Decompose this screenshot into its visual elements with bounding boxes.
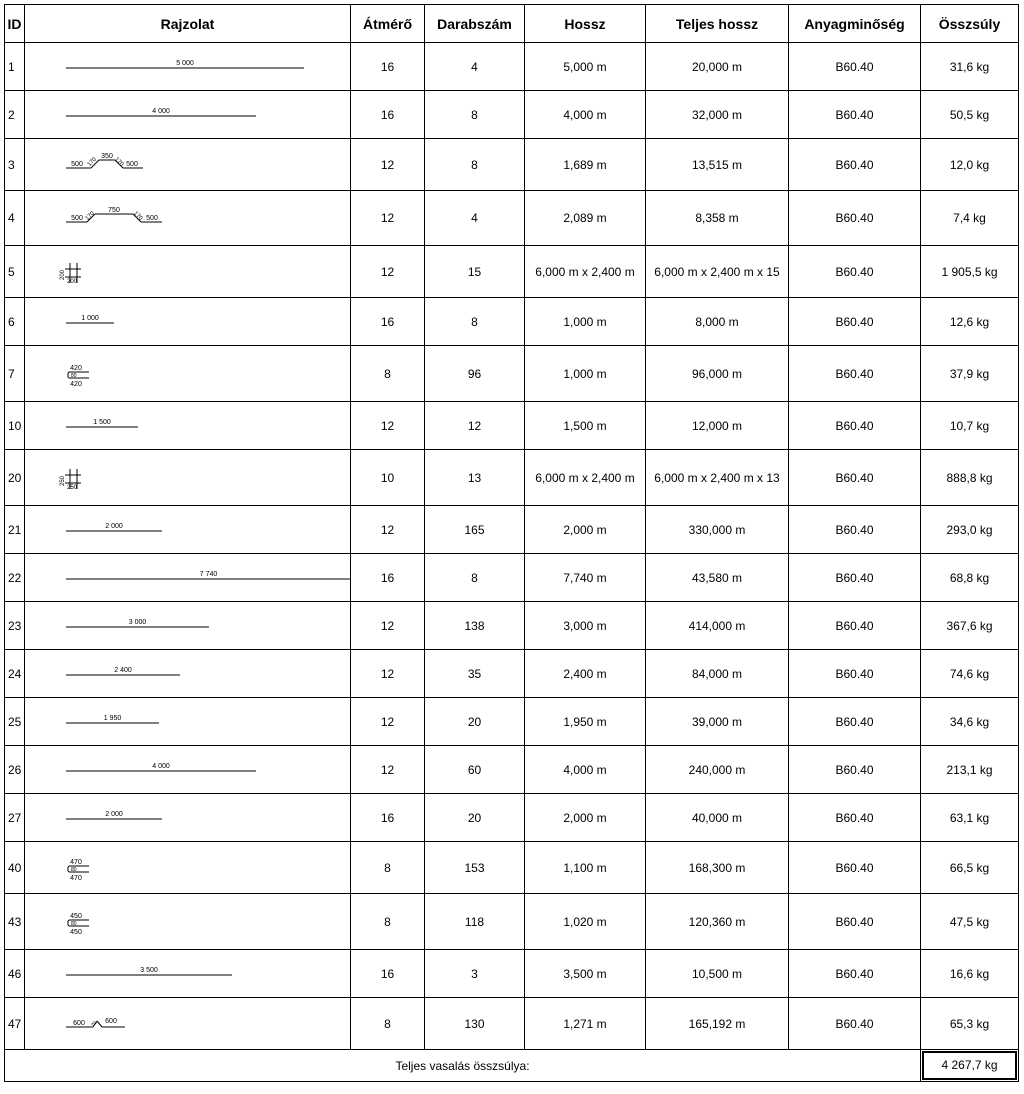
cell-material: B60.40 bbox=[789, 650, 921, 698]
table-row bbox=[5, 506, 1019, 554]
header-drawing: Rajzolat bbox=[25, 5, 351, 43]
rebar-drawing bbox=[25, 43, 351, 91]
cell-total-length: 6,000 m x 2,400 m x 13 bbox=[646, 450, 789, 506]
dimension-label: 1 950 bbox=[103, 714, 122, 722]
cell-total-weight: 66,5 kg bbox=[921, 842, 1019, 894]
rebar-shape-diagram bbox=[25, 92, 351, 138]
cell-diameter: 8 bbox=[351, 894, 425, 950]
cell-count: 4 bbox=[425, 43, 525, 91]
dimension-label: 80 bbox=[71, 866, 77, 873]
cell-length: 1,000 m bbox=[525, 298, 646, 346]
cell-length: 5,000 m bbox=[525, 43, 646, 91]
table-row bbox=[5, 43, 1019, 91]
cell-length: 6,000 m x 2,400 m bbox=[525, 450, 646, 506]
cell-count: 165 bbox=[425, 506, 525, 554]
cell-length: 3,500 m bbox=[525, 950, 646, 998]
row-id: 27 bbox=[5, 794, 25, 842]
dimension-label: 500 bbox=[71, 214, 83, 222]
header-length: Hossz bbox=[525, 5, 646, 43]
rebar-line bbox=[68, 866, 69, 867]
cell-diameter: 12 bbox=[351, 698, 425, 746]
dimension-label: 170 bbox=[84, 210, 96, 222]
row-id: 10 bbox=[5, 402, 25, 450]
row-id: 21 bbox=[5, 506, 25, 554]
rebar-shape-diagram bbox=[25, 140, 351, 190]
rebar-shape-diagram bbox=[25, 507, 351, 553]
table-row bbox=[5, 554, 1019, 602]
cell-material: B60.40 bbox=[789, 794, 921, 842]
cell-total-length: 40,000 m bbox=[646, 794, 789, 842]
cell-material: B60.40 bbox=[789, 246, 921, 298]
cell-total-length: 165,192 m bbox=[646, 998, 789, 1050]
table-row bbox=[5, 402, 1019, 450]
cell-total-weight: 74,6 kg bbox=[921, 650, 1019, 698]
rebar-drawing bbox=[25, 794, 351, 842]
cell-length: 1,100 m bbox=[525, 842, 646, 894]
cell-total-weight: 37,9 kg bbox=[921, 346, 1019, 402]
cell-total-length: 13,515 m bbox=[646, 139, 789, 191]
dimension-label: 250 bbox=[66, 484, 78, 491]
rebar-drawing bbox=[25, 894, 351, 950]
table-row bbox=[5, 794, 1019, 842]
cell-material: B60.40 bbox=[789, 91, 921, 139]
rebar-drawing bbox=[25, 506, 351, 554]
table-row bbox=[5, 842, 1019, 894]
rebar-shape-diagram bbox=[25, 843, 351, 893]
cell-diameter: 16 bbox=[351, 950, 425, 998]
cell-count: 3 bbox=[425, 950, 525, 998]
cell-diameter: 16 bbox=[351, 43, 425, 91]
dimension-label: 600 bbox=[73, 1019, 85, 1027]
row-id: 20 bbox=[5, 450, 25, 506]
cell-diameter: 12 bbox=[351, 191, 425, 246]
rebar-shape-diagram bbox=[25, 999, 351, 1049]
dimension-label: 1 000 bbox=[81, 314, 99, 322]
cell-length: 2,000 m bbox=[525, 506, 646, 554]
rebar-line bbox=[68, 372, 69, 373]
cell-count: 138 bbox=[425, 602, 525, 650]
cell-length: 1,000 m bbox=[525, 346, 646, 402]
table-row bbox=[5, 998, 1019, 1050]
cell-total-length: 32,000 m bbox=[646, 91, 789, 139]
cell-material: B60.40 bbox=[789, 842, 921, 894]
cell-total-length: 120,360 m bbox=[646, 894, 789, 950]
row-id: 46 bbox=[5, 950, 25, 998]
rebar-drawing bbox=[25, 746, 351, 794]
rebar-shape-diagram bbox=[25, 192, 351, 245]
rebar-drawing bbox=[25, 346, 351, 402]
table-row bbox=[5, 91, 1019, 139]
dimension-label: 2 000 bbox=[105, 522, 123, 530]
dimension-label: 450 bbox=[70, 912, 82, 920]
dimension-label: 1 500 bbox=[93, 418, 111, 426]
cell-total-weight: 50,5 kg bbox=[921, 91, 1019, 139]
cell-material: B60.40 bbox=[789, 346, 921, 402]
cell-total-weight: 34,6 kg bbox=[921, 698, 1019, 746]
dimension-label: 420 bbox=[70, 364, 82, 372]
cell-diameter: 16 bbox=[351, 91, 425, 139]
row-id: 23 bbox=[5, 602, 25, 650]
rebar-shape-diagram bbox=[25, 699, 351, 745]
cell-diameter: 12 bbox=[351, 506, 425, 554]
dimension-label: 470 bbox=[70, 874, 82, 882]
cell-count: 35 bbox=[425, 650, 525, 698]
row-id: 4 bbox=[5, 191, 25, 246]
cell-total-length: 20,000 m bbox=[646, 43, 789, 91]
cell-diameter: 8 bbox=[351, 998, 425, 1050]
dimension-label: 2 000 bbox=[105, 810, 123, 818]
dimension-label: 170 bbox=[132, 210, 144, 222]
cell-count: 8 bbox=[425, 139, 525, 191]
row-id: 47 bbox=[5, 998, 25, 1050]
rebar-shape-diagram bbox=[25, 895, 351, 949]
rebar-drawing bbox=[25, 402, 351, 450]
total-weight-value: 4 267,7 kg bbox=[922, 1051, 1017, 1080]
header-diameter: Átmérő bbox=[351, 5, 425, 43]
header-total-weight: Összsúly bbox=[921, 5, 1019, 43]
cell-material: B60.40 bbox=[789, 998, 921, 1050]
cell-material: B60.40 bbox=[789, 746, 921, 794]
row-id: 2 bbox=[5, 91, 25, 139]
rebar-shape-diagram bbox=[25, 403, 351, 449]
cell-material: B60.40 bbox=[789, 554, 921, 602]
cell-diameter: 8 bbox=[351, 842, 425, 894]
dimension-label: 420 bbox=[70, 380, 82, 388]
cell-total-weight: 12,6 kg bbox=[921, 298, 1019, 346]
dimension-label: 4 000 bbox=[152, 107, 170, 115]
rebar-drawing bbox=[25, 91, 351, 139]
rebar-shape-diagram bbox=[25, 247, 351, 297]
cell-length: 4,000 m bbox=[525, 746, 646, 794]
row-id: 24 bbox=[5, 650, 25, 698]
cell-total-weight: 10,7 kg bbox=[921, 402, 1019, 450]
table-body bbox=[5, 43, 1019, 1050]
header-row bbox=[5, 5, 1019, 43]
rebar-drawing bbox=[25, 246, 351, 298]
rebar-line bbox=[68, 377, 69, 378]
cell-diameter: 10 bbox=[351, 450, 425, 506]
cell-total-length: 168,300 m bbox=[646, 842, 789, 894]
rebar-drawing bbox=[25, 602, 351, 650]
cell-diameter: 12 bbox=[351, 602, 425, 650]
cell-total-length: 12,000 m bbox=[646, 402, 789, 450]
cell-diameter: 16 bbox=[351, 298, 425, 346]
cell-length: 1,689 m bbox=[525, 139, 646, 191]
cell-diameter: 12 bbox=[351, 746, 425, 794]
row-id: 7 bbox=[5, 346, 25, 402]
cell-total-weight: 1 905,5 kg bbox=[921, 246, 1019, 298]
rebar-drawing bbox=[25, 298, 351, 346]
rebar-shape-diagram bbox=[25, 651, 351, 697]
cell-total-weight: 47,5 kg bbox=[921, 894, 1019, 950]
cell-material: B60.40 bbox=[789, 191, 921, 246]
rebar-drawing bbox=[25, 191, 351, 246]
cell-diameter: 8 bbox=[351, 346, 425, 402]
dimension-label: 500 bbox=[71, 160, 83, 168]
cell-diameter: 12 bbox=[351, 402, 425, 450]
table-row bbox=[5, 746, 1019, 794]
row-id: 43 bbox=[5, 894, 25, 950]
dimension-label: 500 bbox=[126, 160, 138, 168]
dimension-label: 5 000 bbox=[176, 59, 194, 67]
dimension-label: 80 bbox=[71, 920, 77, 927]
table-row bbox=[5, 450, 1019, 506]
cell-length: 1,950 m bbox=[525, 698, 646, 746]
dimension-label: 250 bbox=[60, 475, 66, 486]
cell-count: 20 bbox=[425, 698, 525, 746]
cell-diameter: 16 bbox=[351, 794, 425, 842]
dimension-label: 500 bbox=[146, 214, 158, 222]
cell-length: 7,740 m bbox=[525, 554, 646, 602]
row-id: 25 bbox=[5, 698, 25, 746]
table-row bbox=[5, 602, 1019, 650]
rebar-shape-diagram bbox=[25, 555, 351, 601]
cell-diameter: 12 bbox=[351, 650, 425, 698]
dimension-label: 750 bbox=[108, 206, 120, 214]
cell-total-weight: 31,6 kg bbox=[921, 43, 1019, 91]
dimension-label: 350 bbox=[101, 152, 113, 160]
cell-count: 60 bbox=[425, 746, 525, 794]
cell-material: B60.40 bbox=[789, 950, 921, 998]
cell-total-length: 8,358 m bbox=[646, 191, 789, 246]
rebar-drawing bbox=[25, 950, 351, 998]
dimension-label: 450 bbox=[70, 928, 82, 936]
table-row bbox=[5, 246, 1019, 298]
cell-total-weight: 65,3 kg bbox=[921, 998, 1019, 1050]
rebar-shape-diagram bbox=[25, 795, 351, 841]
cell-total-length: 43,580 m bbox=[646, 554, 789, 602]
cell-total-weight: 367,6 kg bbox=[921, 602, 1019, 650]
dimension-label: 3 500 bbox=[140, 966, 158, 974]
cell-material: B60.40 bbox=[789, 602, 921, 650]
cell-count: 15 bbox=[425, 246, 525, 298]
cell-material: B60.40 bbox=[789, 43, 921, 91]
cell-length: 2,400 m bbox=[525, 650, 646, 698]
table-row bbox=[5, 894, 1019, 950]
rebar-line bbox=[68, 925, 69, 926]
header-count: Darabszám bbox=[425, 5, 525, 43]
cell-total-weight: 888,8 kg bbox=[921, 450, 1019, 506]
header-id: ID bbox=[5, 5, 25, 43]
dimension-label: 170 bbox=[86, 156, 98, 168]
header-total-length: Teljes hossz bbox=[646, 5, 789, 43]
rebar-shape-diagram bbox=[25, 299, 351, 345]
cell-diameter: 12 bbox=[351, 246, 425, 298]
row-id: 40 bbox=[5, 842, 25, 894]
cell-total-length: 240,000 m bbox=[646, 746, 789, 794]
dimension-label: 3 000 bbox=[128, 618, 147, 626]
cell-length: 3,000 m bbox=[525, 602, 646, 650]
table-row bbox=[5, 298, 1019, 346]
row-id: 22 bbox=[5, 554, 25, 602]
rebar-shape-diagram bbox=[25, 747, 351, 793]
rebar-shape-diagram bbox=[25, 44, 351, 90]
dimension-label: 200 bbox=[60, 269, 66, 280]
rebar-drawing bbox=[25, 554, 351, 602]
cell-material: B60.40 bbox=[789, 402, 921, 450]
total-weight-cell bbox=[921, 1050, 1019, 1082]
cell-count: 13 bbox=[425, 450, 525, 506]
cell-total-length: 96,000 m bbox=[646, 346, 789, 402]
cell-total-weight: 68,8 kg bbox=[921, 554, 1019, 602]
cell-material: B60.40 bbox=[789, 698, 921, 746]
row-id: 5 bbox=[5, 246, 25, 298]
cell-length: 1,020 m bbox=[525, 894, 646, 950]
dimension-label: 80 bbox=[71, 372, 77, 379]
cell-total-weight: 213,1 kg bbox=[921, 746, 1019, 794]
cell-total-length: 8,000 m bbox=[646, 298, 789, 346]
cell-count: 8 bbox=[425, 554, 525, 602]
rebar-line bbox=[68, 920, 69, 921]
rebar-shape-diagram bbox=[25, 451, 351, 505]
cell-length: 1,271 m bbox=[525, 998, 646, 1050]
cell-count: 20 bbox=[425, 794, 525, 842]
cell-diameter: 16 bbox=[351, 554, 425, 602]
cell-count: 12 bbox=[425, 402, 525, 450]
table-row bbox=[5, 950, 1019, 998]
dimension-label: 70 bbox=[90, 1019, 99, 1028]
row-id: 6 bbox=[5, 298, 25, 346]
cell-total-weight: 16,6 kg bbox=[921, 950, 1019, 998]
cell-material: B60.40 bbox=[789, 894, 921, 950]
cell-total-weight: 63,1 kg bbox=[921, 794, 1019, 842]
header-material: Anyagminőség bbox=[789, 5, 921, 43]
rebar-shape-diagram bbox=[25, 951, 351, 997]
cell-length: 4,000 m bbox=[525, 91, 646, 139]
table-row bbox=[5, 650, 1019, 698]
cell-length: 2,089 m bbox=[525, 191, 646, 246]
footer-row bbox=[5, 1050, 1019, 1082]
cell-count: 153 bbox=[425, 842, 525, 894]
cell-count: 118 bbox=[425, 894, 525, 950]
dimension-label: 4 000 bbox=[152, 762, 170, 770]
cell-material: B60.40 bbox=[789, 139, 921, 191]
dimension-label: 200 bbox=[66, 278, 78, 285]
cell-total-weight: 7,4 kg bbox=[921, 191, 1019, 246]
dimension-label: 470 bbox=[70, 858, 82, 866]
cell-length: 2,000 m bbox=[525, 794, 646, 842]
cell-count: 8 bbox=[425, 91, 525, 139]
cell-diameter: 12 bbox=[351, 139, 425, 191]
table-row bbox=[5, 346, 1019, 402]
cell-material: B60.40 bbox=[789, 298, 921, 346]
cell-count: 4 bbox=[425, 191, 525, 246]
cell-total-weight: 12,0 kg bbox=[921, 139, 1019, 191]
rebar-drawing bbox=[25, 998, 351, 1050]
table-row bbox=[5, 698, 1019, 746]
cell-count: 130 bbox=[425, 998, 525, 1050]
dimension-label: 7 740 bbox=[199, 570, 218, 578]
row-id: 3 bbox=[5, 139, 25, 191]
cell-count: 8 bbox=[425, 298, 525, 346]
cell-count: 96 bbox=[425, 346, 525, 402]
rebar-drawing bbox=[25, 698, 351, 746]
cell-total-weight: 293,0 kg bbox=[921, 506, 1019, 554]
rebar-schedule-table bbox=[4, 4, 1019, 1082]
cell-total-length: 10,500 m bbox=[646, 950, 789, 998]
total-weight-label: Teljes vasalás összsúlya: bbox=[5, 1050, 921, 1082]
table-row bbox=[5, 139, 1019, 191]
row-id: 26 bbox=[5, 746, 25, 794]
cell-total-length: 330,000 m bbox=[646, 506, 789, 554]
rebar-drawing bbox=[25, 450, 351, 506]
dimension-label: 170 bbox=[113, 156, 125, 168]
row-id: 1 bbox=[5, 43, 25, 91]
dimension-label: 600 bbox=[105, 1017, 117, 1025]
cell-total-length: 84,000 m bbox=[646, 650, 789, 698]
cell-length: 1,500 m bbox=[525, 402, 646, 450]
cell-total-length: 6,000 m x 2,400 m x 15 bbox=[646, 246, 789, 298]
rebar-shape-diagram bbox=[25, 347, 351, 401]
rebar-drawing bbox=[25, 650, 351, 698]
rebar-drawing bbox=[25, 842, 351, 894]
table-row bbox=[5, 191, 1019, 246]
cell-length: 6,000 m x 2,400 m bbox=[525, 246, 646, 298]
rebar-drawing bbox=[25, 139, 351, 191]
rebar-line bbox=[68, 871, 69, 872]
cell-total-length: 414,000 m bbox=[646, 602, 789, 650]
dimension-label: 2 400 bbox=[114, 666, 132, 674]
cell-material: B60.40 bbox=[789, 450, 921, 506]
cell-total-length: 39,000 m bbox=[646, 698, 789, 746]
cell-material: B60.40 bbox=[789, 506, 921, 554]
rebar-shape-diagram bbox=[25, 603, 351, 649]
